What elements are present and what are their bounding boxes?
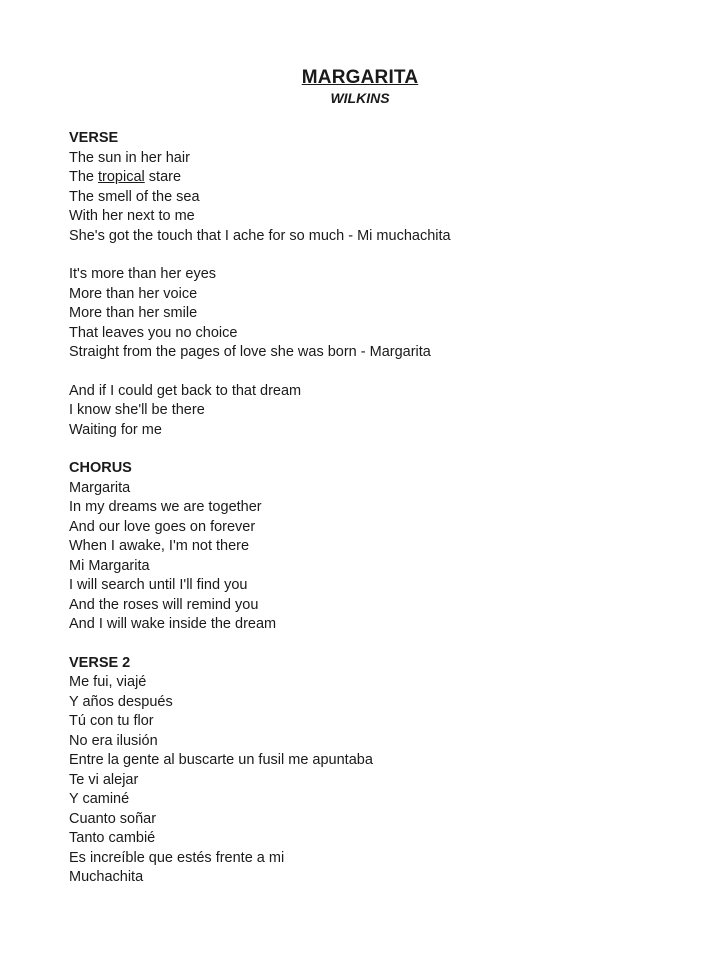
lyric-line: Margarita [69, 479, 131, 496]
lyric-line: Tú con tu flor [69, 713, 154, 729]
lyric-line: She's got the touch that I ache for so much - Mi muchachita [69, 227, 451, 244]
song-artist: WILKINS [330, 90, 390, 106]
lyric-line: And the roses will remind you [69, 596, 259, 613]
lyric-line: And our love goes on forever [69, 518, 256, 535]
lyric-line: Y años después [69, 693, 173, 710]
lyric-fragment: stare [144, 169, 182, 185]
lyric-line: And I will wake inside the dream [69, 616, 277, 632]
lyric-line: Waiting for me [69, 421, 162, 438]
lyric-line: With her next to me [69, 208, 195, 224]
lyric-line: That leaves you no choice [69, 324, 238, 341]
verse-stanza-2 [69, 265, 689, 363]
lyric-line: No era ilusión [69, 732, 158, 749]
lyric-line: Tanto cambié [69, 830, 156, 846]
verse-stanza-3 [69, 382, 689, 441]
verse-2-stanza [69, 673, 689, 888]
chorus-stanza [69, 479, 689, 635]
verse-2-heading: VERSE 2 [69, 654, 131, 671]
lyric-line: Cuanto soñar [69, 810, 157, 827]
verse-stanza-1 [69, 149, 689, 247]
lyric-line: Mi Margarita [69, 557, 150, 574]
lyric-fragment: The [69, 169, 99, 185]
lyric-line: And if I could get back to that dream [69, 382, 302, 399]
lyric-line: Entre la gente al buscarte un fusil me apuntaba [69, 752, 373, 768]
song-header [0, 66, 720, 107]
lyric-line: Es increíble que estés frente a mi [69, 849, 285, 866]
lyrics-body [69, 129, 689, 907]
lyric-line: I know she'll be there [69, 402, 205, 418]
lyric-line: When I awake, I'm not there [69, 538, 250, 554]
lyric-line [69, 168, 689, 188]
lyric-line: Y caminé [69, 791, 130, 807]
lyric-line: In my dreams we are together [69, 499, 262, 515]
lyric-line: Straight from the pages of love she was born - Margarita [69, 344, 431, 360]
lyric-line: I will search until I'll find you [69, 577, 248, 593]
underlined-word: tropical [98, 169, 145, 185]
lyric-line: The smell of the sea [69, 188, 200, 205]
lyric-line: Te vi alejar [69, 771, 139, 788]
chorus-heading: CHORUS [69, 460, 132, 476]
lyric-line: More than her voice [69, 285, 198, 302]
lyric-line: The sun in her hair [69, 149, 190, 166]
lyric-line: It's more than her eyes [69, 266, 217, 282]
lyric-line: More than her smile [69, 305, 198, 321]
lyric-line: Muchachita [69, 869, 144, 885]
song-title: MARGARITA [301, 67, 419, 88]
verse-heading: VERSE [69, 130, 119, 146]
lyric-line: Me fui, viajé [69, 674, 147, 690]
